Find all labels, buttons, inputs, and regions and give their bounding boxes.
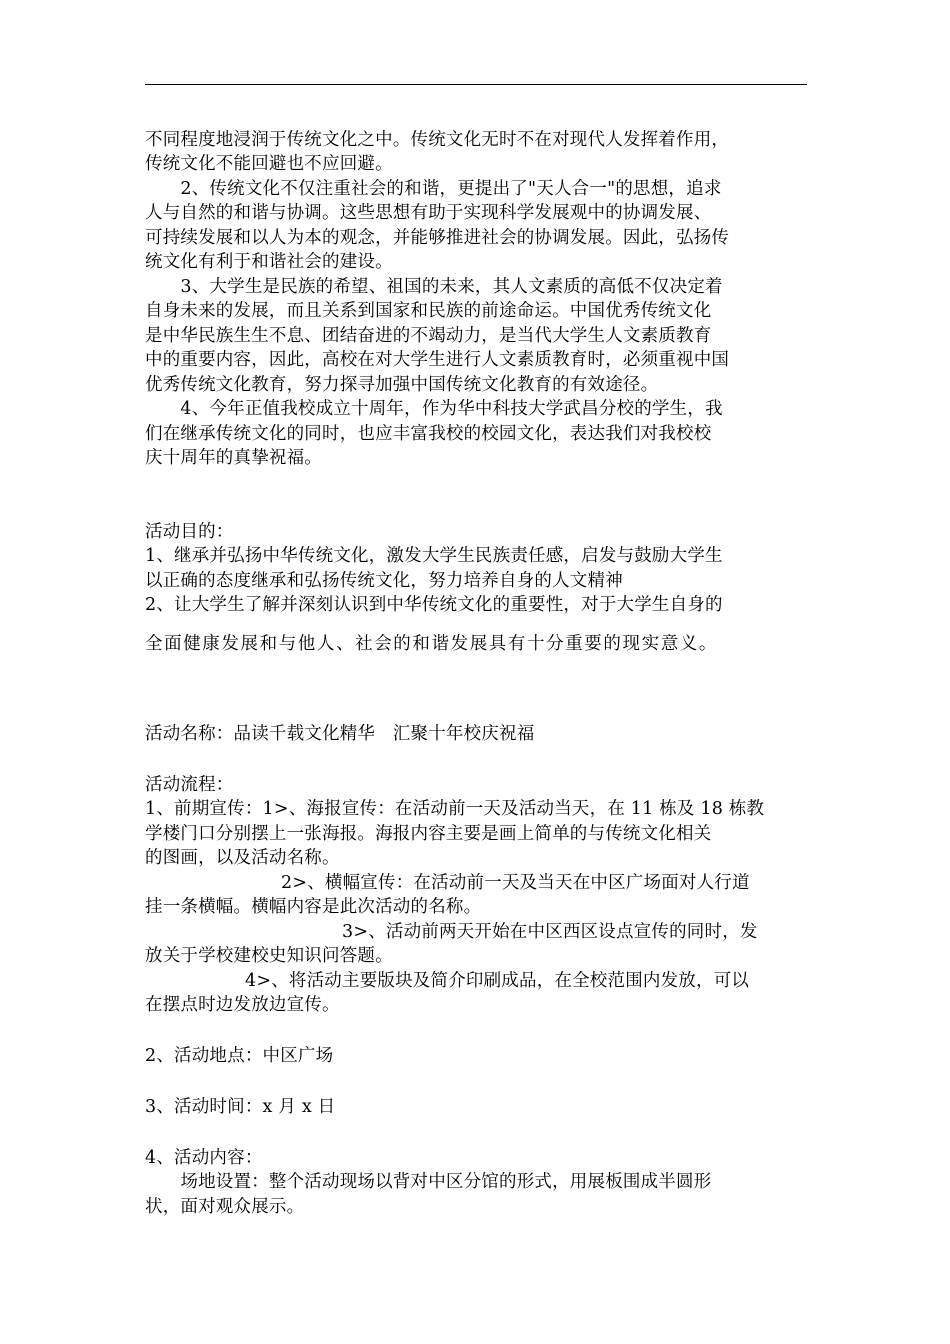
text-line: 2、让大学生了解并深刻认识到中华传统文化的重要性，对于大学生自身的	[145, 595, 723, 615]
text-line: 庆十周年的真挚祝福。	[145, 448, 322, 468]
text-line: 全面健康发展和与他人、社会的和谐发展具有十分重要的现实意义。	[145, 634, 718, 654]
text-line: 2、传统文化不仅注重社会的和谐，更提出了"天人合一"的思想，追求	[145, 179, 722, 199]
text-line: 学楼门口分别摆上一张海报。海报内容主要是画上简单的与传统文化相关	[145, 824, 712, 844]
section-heading-process: 活动流程：	[145, 775, 234, 795]
text-line: 可持续发展和以人为本的观念，并能够推进社会的协调发展。因此，弘扬传	[145, 228, 730, 248]
text-line: 场地设置：整个活动现场以背对中区分馆的形式，用展板围成半圆形	[145, 1172, 712, 1192]
text-line: 4>、将活动主要版块及简介印刷成品，在全校范围内发放，可以	[245, 971, 750, 991]
text-line: 1、继承并弘扬中华传统文化，激发大学生民族责任感，启发与鼓励大学生	[145, 546, 723, 566]
text-line: 不同程度地浸润于传统文化之中。传统文化无时不在对现代人发挥着作用，	[145, 130, 730, 150]
activity-location: 2、活动地点：中区广场	[145, 1046, 334, 1066]
text-line: 以正确的态度继承和弘扬传统文化，努力培养自身的人文精神	[145, 571, 623, 591]
header-rule	[145, 84, 807, 85]
text-line: 3、大学生是民族的希望、祖国的未来，其人文素质的高低不仅决定着	[145, 277, 723, 297]
text-line: 传统文化不能回避也不应回避。	[145, 154, 393, 174]
text-line: 2>、横幅宣传：在活动前一天及当天在中区广场面对人行道	[281, 873, 750, 893]
text-line: 挂一条横幅。横幅内容是此次活动的名称。	[145, 897, 482, 917]
text-line: 状，面对观众展示。	[145, 1197, 305, 1217]
text-line: 人与自然的和谐与协调。这些思想有助于实现科学发展观中的协调发展、	[145, 203, 712, 223]
text-line: 1、前期宣传：1>、海报宣传：在活动前一天及活动当天，在 11 栋及 18 栋教	[145, 799, 765, 819]
activity-name: 活动名称：品读千载文化精华 汇聚十年校庆祝福	[145, 724, 535, 744]
activity-content-heading: 4、活动内容：	[145, 1148, 263, 1168]
text-line: 放关于学校建校史知识问答题。	[145, 946, 393, 966]
text-line: 的图画，以及活动名称。	[145, 848, 340, 868]
text-line: 自身未来的发展，而且关系到国家和民族的前途命运。中国优秀传统文化	[145, 301, 712, 321]
text-line: 优秀传统文化教育，努力探寻加强中国传统文化教育的有效途径。	[145, 375, 659, 395]
section-heading-purpose: 活动目的：	[145, 522, 234, 542]
text-line: 在摆点时边发放边宣传。	[145, 995, 340, 1015]
activity-time: 3、活动时间：x 月 x 日	[145, 1097, 336, 1117]
text-line: 是中华民族生生不息、团结奋进的不竭动力，是当代大学生人文素质教育	[145, 326, 712, 346]
text-line: 统文化有利于和谐社会的建设。	[145, 252, 393, 272]
text-line: 3>、活动前两天开始在中区西区设点宣传的同时，发	[342, 922, 758, 942]
text-line: 们在继承传统文化的同时，也应丰富我校的校园文化，表达我们对我校校	[145, 424, 712, 444]
text-line: 中的重要内容，因此，高校在对大学生进行人文素质教育时，必须重视中国	[145, 350, 730, 370]
text-line: 4、今年正值我校成立十周年，作为华中科技大学武昌分校的学生，我	[145, 399, 723, 419]
